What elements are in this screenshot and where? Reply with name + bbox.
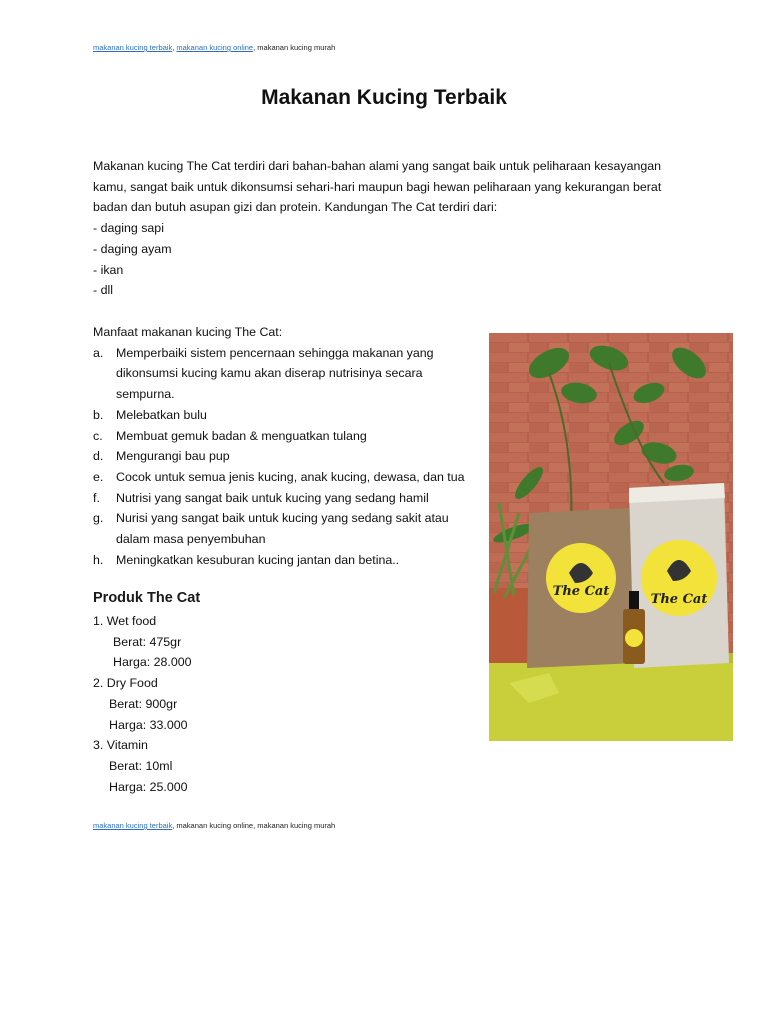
footer-keywords-text: , makanan kucing online, makanan kucing murah <box>172 821 336 830</box>
ingredient-list <box>93 218 673 301</box>
product-item <box>93 611 393 673</box>
product-photo <box>489 333 733 741</box>
benefit-text: Memperbaiki sistem pencernaan sehingga makanan yang dikonsumsi kucing kamu akan diserap nutrisinya secara sempurna. <box>116 345 434 402</box>
keyword-makanan-kucing-murah: makanan kucing murah <box>257 43 336 52</box>
product-name: 3. Vitamin <box>93 738 148 753</box>
product-item <box>93 735 393 797</box>
benefit-item <box>93 488 483 509</box>
benefit-item <box>93 405 483 426</box>
intro-section <box>93 156 673 301</box>
benefit-item <box>93 426 483 447</box>
header-keyword-links <box>93 43 335 52</box>
benefits-list <box>93 343 483 571</box>
benefit-text: Melebatkan bulu <box>116 407 207 422</box>
brand-label-dry: The Cat <box>552 584 610 599</box>
product-price: Harga: 25.000 <box>109 779 188 794</box>
ingredient-item: - daging sapi <box>93 221 164 236</box>
product-name: 1. Wet food <box>93 614 157 628</box>
plant-pot <box>489 588 529 663</box>
benefit-text: Mengurangi bau pup <box>116 449 230 464</box>
list-marker: a. <box>93 345 104 360</box>
products-heading: Produk The Cat <box>93 590 201 606</box>
product-item <box>93 673 393 735</box>
list-marker: b. <box>93 407 104 422</box>
product-weight: Berat: 10ml <box>109 758 173 773</box>
benefit-item <box>93 446 483 467</box>
list-marker: h. <box>93 552 104 567</box>
benefit-text: Nurisi yang sangat baik untuk kucing yang sedang sakit atau dalam masa penyembuhan <box>116 511 449 547</box>
benefits-section <box>93 322 483 570</box>
separator: , <box>172 43 177 52</box>
separator: , <box>253 43 258 52</box>
footer-keyword-links <box>93 821 335 830</box>
product-price: Harga: 28.000 <box>113 655 192 670</box>
intro-paragraph: Makanan kucing The Cat terdiri dari bahan-bahan alami yang sangat baik untuk peliharaan kesayangan kamu, sangat baik untuk dikonsumsi sehari-hari maupun bagi hewan peliharaan yang kekurangan berat badan dan butuh asupan gizi dan protein. Kandungan The Cat terdiri dari: <box>93 159 662 215</box>
list-marker: e. <box>93 469 104 484</box>
benefit-text: Nutrisi yang sangat baik untuk kucing yang sedang hamil <box>116 490 429 505</box>
product-price: Harga: 33.000 <box>109 717 188 732</box>
page-title: Makanan Kucing Terbaik <box>261 86 507 109</box>
product-name: 2. Dry Food <box>93 676 158 691</box>
dry-food-bag <box>527 508 637 668</box>
link-makanan-kucing-terbaik[interactable]: makanan kucing terbaik <box>93 821 173 830</box>
benefit-item <box>93 467 483 488</box>
products-list <box>93 611 393 797</box>
ingredient-item: - dll <box>93 283 113 298</box>
benefit-text: Meningkatkan kesuburan kucing jantan dan betina.. <box>116 552 400 567</box>
benefit-item <box>93 508 483 549</box>
ingredient-item: - daging ayam <box>93 241 172 256</box>
list-marker: g. <box>93 511 104 526</box>
ingredient-item: - ikan <box>93 262 124 277</box>
brand-label-wet: The Cat <box>650 592 708 607</box>
benefit-item <box>93 343 483 405</box>
benefit-text: Cocok untuk semua jenis kucing, anak kucing, dewasa, dan tua <box>116 469 465 484</box>
benefit-item <box>93 550 483 571</box>
list-marker: f. <box>93 490 100 505</box>
product-weight: Berat: 900gr <box>109 696 178 711</box>
benefit-text: Membuat gemuk badan & menguatkan tulang <box>116 428 367 443</box>
link-makanan-kucing-online[interactable]: makanan kucing online <box>176 43 254 52</box>
list-marker: c. <box>93 428 103 443</box>
benefits-heading: Manfaat makanan kucing The Cat: <box>93 325 283 339</box>
link-makanan-kucing-terbaik[interactable]: makanan kucing terbaik <box>93 43 173 52</box>
list-marker: d. <box>93 449 104 464</box>
product-weight: Berat: 475gr <box>113 634 182 649</box>
